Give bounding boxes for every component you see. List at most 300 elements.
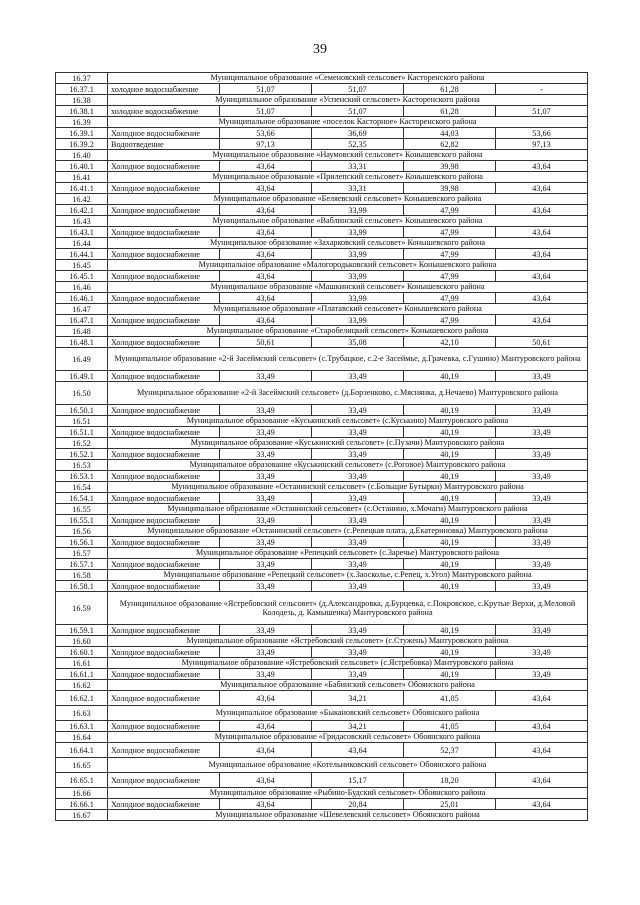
tariff-value-2: 36,69	[312, 128, 404, 139]
row-code: 16.66	[56, 788, 108, 799]
tariff-row	[56, 515, 588, 526]
municipality-header-row	[56, 260, 588, 271]
tariff-table-body	[56, 73, 588, 821]
tariff-value-3: 47,99	[404, 293, 496, 304]
tariff-row	[56, 337, 588, 348]
row-code: 16.38	[56, 95, 108, 106]
row-code: 16.61.1	[56, 669, 108, 680]
tariff-value-4: 43,64	[496, 249, 588, 260]
municipality-header-row	[56, 680, 588, 691]
service-name: Холодное водоснабжение	[108, 721, 220, 732]
municipality-name: Муниципальное образование «2-й Засеймский сельсовет» (с.Трубацкое, с.2-е Засеймье, д.Грачевка, с.Гушино) Мантуровского района	[108, 348, 588, 371]
tariff-value-4: 33,49	[496, 647, 588, 658]
tariff-value-1: 33,49	[220, 515, 312, 526]
tariff-value-4: 43,64	[496, 773, 588, 788]
municipality-header-row	[56, 592, 588, 625]
tariff-row	[56, 371, 588, 382]
tariff-value-4: 43,64	[496, 293, 588, 304]
municipality-header-row	[56, 117, 588, 128]
row-code: 16.66.1	[56, 799, 108, 810]
tariff-value-3: 40,19	[404, 515, 496, 526]
service-name: Холодное водоснабжение	[108, 315, 220, 326]
service-name: Холодное водоснабжение	[108, 691, 220, 706]
tariff-value-2: 33,49	[312, 625, 404, 636]
tariff-value-4: 33,49	[496, 559, 588, 570]
municipality-header-row	[56, 194, 588, 205]
tariff-value-1: 43,64	[220, 315, 312, 326]
tariff-value-3: 62,82	[404, 139, 496, 150]
tariff-value-1: 51,07	[220, 106, 312, 117]
tariff-row	[56, 721, 588, 732]
tariff-value-4: 43,64	[496, 799, 588, 810]
tariff-value-4: 33,49	[496, 537, 588, 548]
municipality-header-row	[56, 438, 588, 449]
service-name: Холодное водоснабжение	[108, 249, 220, 260]
tariff-value-3: 40,19	[404, 449, 496, 460]
tariff-value-3: 40,19	[404, 559, 496, 570]
tariff-value-4: 51,07	[496, 106, 588, 117]
municipality-name: Муниципальное образование «Куськинский сельсовет» (с.Пузачи) Мантуровского района	[108, 438, 588, 449]
municipality-header-row	[56, 570, 588, 581]
tariff-value-2: 33,49	[312, 669, 404, 680]
tariff-value-2: 33,49	[312, 449, 404, 460]
tariff-row	[56, 799, 588, 810]
tariff-value-4: 43,64	[496, 205, 588, 216]
row-code: 16.47	[56, 304, 108, 315]
tariff-value-4: 43,64	[496, 161, 588, 172]
row-code: 16.54.1	[56, 493, 108, 504]
tariff-value-4: 43,64	[496, 721, 588, 732]
tariff-value-4: 33,49	[496, 405, 588, 416]
row-code: 16.51	[56, 416, 108, 427]
tariff-row	[56, 493, 588, 504]
row-code: 16.37	[56, 73, 108, 84]
tariff-value-3: 18,20	[404, 773, 496, 788]
tariff-value-4: 33,49	[496, 669, 588, 680]
row-code: 16.42	[56, 194, 108, 205]
service-name: Холодное водоснабжение	[108, 471, 220, 482]
tariff-row	[56, 271, 588, 282]
tariff-value-1: 97,13	[220, 139, 312, 150]
row-code: 16.63.1	[56, 721, 108, 732]
row-code: 16.56.1	[56, 537, 108, 548]
row-code: 16.44	[56, 238, 108, 249]
tariff-value-1: 43,64	[220, 161, 312, 172]
tariff-value-2: 35,08	[312, 337, 404, 348]
tariff-value-2: 33,49	[312, 405, 404, 416]
municipality-name: Муниципальное образование «Ястребовский сельсовет» (д.Александровка, д.Бурцевка, с.Покровское, с.Крутые Верхи, д.Меловой Колодезь, д. Камышенка) Мантуровского района	[108, 592, 588, 625]
row-code: 16.41.1	[56, 183, 108, 194]
municipality-name: Муниципальное образование «Рыбино-Будский сельсовет» Обоянского района	[108, 788, 588, 799]
row-code: 16.58	[56, 570, 108, 581]
municipality-name: Муниципальное образование «Гридасовский сельсовет» Обоянского района	[108, 732, 588, 743]
tariff-value-3: 44,03	[404, 128, 496, 139]
municipality-header-row	[56, 348, 588, 371]
municipality-header-row	[56, 282, 588, 293]
tariff-row	[56, 84, 588, 95]
tariff-value-3: 40,19	[404, 581, 496, 592]
row-code: 16.62.1	[56, 691, 108, 706]
tariff-value-1: 33,49	[220, 449, 312, 460]
row-code: 16.57.1	[56, 559, 108, 570]
municipality-header-row	[56, 658, 588, 669]
page-number: 39	[313, 42, 327, 57]
tariff-row	[56, 449, 588, 460]
service-name: Холодное водоснабжение	[108, 271, 220, 282]
row-code: 16.57	[56, 548, 108, 559]
row-code: 16.40.1	[56, 161, 108, 172]
row-code: 16.43.1	[56, 227, 108, 238]
tariff-value-3: 47,99	[404, 315, 496, 326]
tariff-row	[56, 743, 588, 758]
tariff-row	[56, 249, 588, 260]
municipality-header-row	[56, 172, 588, 183]
tariff-row	[56, 405, 588, 416]
municipality-header-row	[56, 238, 588, 249]
tariff-value-1: 43,64	[220, 293, 312, 304]
tariff-value-1: 53,66	[220, 128, 312, 139]
tariff-row	[56, 647, 588, 658]
tariff-row	[56, 773, 588, 788]
tariff-value-2: 33,49	[312, 371, 404, 382]
municipality-name: Муниципальное образование «Куськинский сельсовет» (с.Роговое) Мантуровского района	[108, 460, 588, 471]
service-name: Холодное водоснабжение	[108, 227, 220, 238]
service-name: Холодное водоснабжение	[108, 337, 220, 348]
row-code: 16.53	[56, 460, 108, 471]
municipality-header-row	[56, 460, 588, 471]
tariff-row	[56, 669, 588, 680]
row-code: 16.59.1	[56, 625, 108, 636]
tariff-value-2: 33,49	[312, 493, 404, 504]
service-name: Холодное водоснабжение	[108, 559, 220, 570]
tariff-value-2: 33,99	[312, 293, 404, 304]
tariff-value-3: 40,19	[404, 647, 496, 658]
tariff-value-1: 43,64	[220, 227, 312, 238]
tariff-value-4: 43,64	[496, 691, 588, 706]
tariff-value-1: 43,64	[220, 743, 312, 758]
tariff-value-4: 43,64	[496, 183, 588, 194]
row-code: 16.55	[56, 504, 108, 515]
row-code: 16.60.1	[56, 647, 108, 658]
tariff-value-3: 39,98	[404, 183, 496, 194]
tariff-value-2: 51,07	[312, 106, 404, 117]
tariff-value-3: 61,28	[404, 106, 496, 117]
tariff-value-3: 47,99	[404, 227, 496, 238]
municipality-name: Муниципальное образование «Успенский сельсовет» Касторенского района	[108, 95, 588, 106]
tariff-value-1: 43,64	[220, 721, 312, 732]
row-code: 16.62	[56, 680, 108, 691]
row-code: 16.37.1	[56, 84, 108, 95]
row-code: 16.65.1	[56, 773, 108, 788]
tariff-value-1: 33,49	[220, 581, 312, 592]
municipality-name: Муниципальное образование «Бабинский сельсовет» Обоянского района	[108, 680, 588, 691]
tariff-row	[56, 183, 588, 194]
row-code: 16.44.1	[56, 249, 108, 260]
tariff-value-4: 43,64	[496, 227, 588, 238]
municipality-name: Муниципальное образование «Наумовский сельсовет» Конышевского района	[108, 150, 588, 161]
municipality-name: Муниципальное образование «Котельниковский сельсовет» Обоянского района	[108, 758, 588, 773]
service-name: Холодное водоснабжение	[108, 669, 220, 680]
tariff-value-3: 47,99	[404, 205, 496, 216]
tariff-value-4: 97,13	[496, 139, 588, 150]
tariff-value-4: 33,49	[496, 625, 588, 636]
tariff-value-2: 33,99	[312, 249, 404, 260]
service-name: Холодное водоснабжение	[108, 449, 220, 460]
service-name: Холодное водоснабжение	[108, 371, 220, 382]
row-code: 16.53.1	[56, 471, 108, 482]
row-code: 16.45	[56, 260, 108, 271]
tariff-row	[56, 139, 588, 150]
tariff-value-1: 33,49	[220, 493, 312, 504]
tariff-value-3: 40,19	[404, 371, 496, 382]
row-code: 16.67	[56, 810, 108, 821]
row-code: 16.45.1	[56, 271, 108, 282]
tariff-row	[56, 691, 588, 706]
service-name: Холодное водоснабжение	[108, 537, 220, 548]
tariff-value-1: 43,64	[220, 205, 312, 216]
row-code: 16.56	[56, 526, 108, 537]
tariff-value-3: 52,37	[404, 743, 496, 758]
tariff-value-2: 33,31	[312, 183, 404, 194]
tariff-value-2: 34,21	[312, 691, 404, 706]
tariff-value-3: 40,19	[404, 471, 496, 482]
tariff-value-3: 47,99	[404, 249, 496, 260]
tariff-value-2: 15,17	[312, 773, 404, 788]
municipality-name: Муниципальное образование «Ваблинский сельсовет» Конышевского района	[108, 216, 588, 227]
tariff-value-4: 43,64	[496, 743, 588, 758]
municipality-name: Муниципальное образование «Останинский сельсовет» (с.Репецкая плата, д.Екатериновка) Мантуровского района	[108, 526, 588, 537]
tariff-value-4: 53,66	[496, 128, 588, 139]
tariff-value-4: 33,49	[496, 427, 588, 438]
tariff-value-4: 33,49	[496, 371, 588, 382]
municipality-name: Муниципальное образование «Куськинский сельсовет» (с.Куськино) Мантуровского района	[108, 416, 588, 427]
municipality-header-row	[56, 732, 588, 743]
tariff-value-3: 40,19	[404, 537, 496, 548]
row-code: 16.51.1	[56, 427, 108, 438]
tariff-value-1: 33,49	[220, 471, 312, 482]
tariff-value-2: 52,35	[312, 139, 404, 150]
tariff-row	[56, 471, 588, 482]
tariff-value-4: 33,49	[496, 581, 588, 592]
service-name: Холодное водоснабжение	[108, 625, 220, 636]
municipality-name: Муниципальное образование «Семеновский сельсовет» Касторенского района	[108, 73, 588, 84]
municipality-name: Муниципальное образование «Репецкий сельсовет» (с.Заречье) Мантуровского района	[108, 548, 588, 559]
row-code: 16.39.1	[56, 128, 108, 139]
tariff-value-1: 33,49	[220, 427, 312, 438]
tariff-value-2: 33,99	[312, 227, 404, 238]
tariff-value-1: 43,64	[220, 799, 312, 810]
municipality-name: Муниципальное образование «Прилепский сельсовет» Конышевского района	[108, 172, 588, 183]
tariff-value-1: 33,49	[220, 371, 312, 382]
tariff-value-4: 50,61	[496, 337, 588, 348]
tariff-value-1: 43,64	[220, 249, 312, 260]
row-code: 16.47.1	[56, 315, 108, 326]
tariff-value-3: 39,98	[404, 161, 496, 172]
municipality-header-row	[56, 788, 588, 799]
service-name: Холодное водоснабжение	[108, 515, 220, 526]
tariff-table	[55, 72, 588, 821]
tariff-value-4: 33,49	[496, 515, 588, 526]
tariff-value-2: 20,84	[312, 799, 404, 810]
tariff-value-2: 33,99	[312, 205, 404, 216]
row-code: 16.48.1	[56, 337, 108, 348]
service-name: Холодное водоснабжение	[108, 293, 220, 304]
row-code: 16.46	[56, 282, 108, 293]
service-name: Холодное водоснабжение	[108, 427, 220, 438]
municipality-name: Муниципальное образование «Репецкий сельсовет» (х.Заосколье, с.Репец, х.Угол) Мантуровского района	[108, 570, 588, 581]
tariff-value-3: 41,05	[404, 721, 496, 732]
row-code: 16.63	[56, 706, 108, 721]
service-name: Холодное водоснабжение	[108, 493, 220, 504]
municipality-name: Муниципальное образование «Беляевский сельсовет» Конышевского района	[108, 194, 588, 205]
row-code: 16.50.1	[56, 405, 108, 416]
row-code: 16.60	[56, 636, 108, 647]
service-name: Холодное водоснабжение	[108, 773, 220, 788]
row-code: 16.49	[56, 348, 108, 371]
row-code: 16.39	[56, 117, 108, 128]
tariff-value-2: 51,07	[312, 84, 404, 95]
tariff-value-2: 33,99	[312, 271, 404, 282]
tariff-value-3: 41,05	[404, 691, 496, 706]
municipality-name: Муниципальное образование «Ястребовский сельсовет» (с.Ястребовка) Мантуровского района	[108, 658, 588, 669]
tariff-value-2: 33,49	[312, 515, 404, 526]
tariff-value-4: 33,49	[496, 493, 588, 504]
municipality-header-row	[56, 636, 588, 647]
municipality-name: Муниципальное образование «Машкинский сельсовет» Конышевского района	[108, 282, 588, 293]
row-code: 16.50	[56, 382, 108, 405]
tariff-value-1: 33,49	[220, 537, 312, 548]
service-name: Холодное водоснабжение	[108, 183, 220, 194]
service-name: Холодное водоснабжение	[108, 405, 220, 416]
tariff-row	[56, 537, 588, 548]
municipality-header-row	[56, 326, 588, 337]
row-code: 16.64.1	[56, 743, 108, 758]
tariff-value-2: 34,21	[312, 721, 404, 732]
row-code: 16.40	[56, 150, 108, 161]
municipality-header-row	[56, 482, 588, 493]
municipality-header-row	[56, 416, 588, 427]
tariff-value-3: 40,19	[404, 493, 496, 504]
tariff-row	[56, 128, 588, 139]
row-code: 16.61	[56, 658, 108, 669]
tariff-row	[56, 427, 588, 438]
row-code: 16.52.1	[56, 449, 108, 460]
tariff-value-3: 40,19	[404, 625, 496, 636]
row-code: 16.43	[56, 216, 108, 227]
municipality-header-row	[56, 216, 588, 227]
tariff-row	[56, 559, 588, 570]
service-name: Холодное водоснабжение	[108, 743, 220, 758]
municipality-header-row	[56, 304, 588, 315]
municipality-name: Муниципальное образование «Останинский сельсовет» (с.Останино, х.Мочаги) Мантуровского района	[108, 504, 588, 515]
tariff-value-4: 43,64	[496, 271, 588, 282]
tariff-value-2: 33,31	[312, 161, 404, 172]
municipality-header-row	[56, 526, 588, 537]
tariff-value-2: 33,99	[312, 315, 404, 326]
service-name: Холодное водоснабжение	[108, 581, 220, 592]
municipality-name: Муниципальное образование «Быкановский сельсовет» Обоянского района	[108, 706, 588, 721]
tariff-value-1: 33,49	[220, 405, 312, 416]
municipality-name: Муниципальное образование «Ястребовский сельсовет» (с.Стужень) Мантуровского района	[108, 636, 588, 647]
tariff-value-3: 40,19	[404, 427, 496, 438]
row-code: 16.54	[56, 482, 108, 493]
tariff-value-1: 43,64	[220, 691, 312, 706]
row-code: 16.38.1	[56, 106, 108, 117]
tariff-row	[56, 315, 588, 326]
tariff-value-1: 33,49	[220, 625, 312, 636]
tariff-value-1: 43,64	[220, 271, 312, 282]
tariff-value-3: 40,19	[404, 405, 496, 416]
tariff-value-1: 33,49	[220, 559, 312, 570]
municipality-header-row	[56, 382, 588, 405]
tariff-value-2: 43,64	[312, 743, 404, 758]
row-code: 16.58.1	[56, 581, 108, 592]
service-name: Холодное водоснабжение	[108, 647, 220, 658]
row-code: 16.52	[56, 438, 108, 449]
tariff-value-4: 43,64	[496, 315, 588, 326]
tariff-value-1: 33,49	[220, 669, 312, 680]
tariff-row	[56, 581, 588, 592]
row-code: 16.49.1	[56, 371, 108, 382]
row-code: 16.48	[56, 326, 108, 337]
tariff-value-3: 61,28	[404, 84, 496, 95]
row-code: 16.42.1	[56, 205, 108, 216]
municipality-header-row	[56, 758, 588, 773]
tariff-value-1: 50,61	[220, 337, 312, 348]
municipality-header-row	[56, 548, 588, 559]
service-name: Водоотведение	[108, 139, 220, 150]
service-name: Холодное водоснабжение	[108, 205, 220, 216]
service-name: Холодное водоснабжение	[108, 128, 220, 139]
tariff-row	[56, 205, 588, 216]
row-code: 16.39.2	[56, 139, 108, 150]
tariff-row	[56, 161, 588, 172]
tariff-value-2: 33,49	[312, 471, 404, 482]
tariff-row	[56, 106, 588, 117]
tariff-row	[56, 293, 588, 304]
tariff-value-3: 25,01	[404, 799, 496, 810]
tariff-value-2: 33,49	[312, 537, 404, 548]
row-code: 16.41	[56, 172, 108, 183]
tariff-value-2: 33,49	[312, 647, 404, 658]
service-name: холодное водоснабжение	[108, 106, 220, 117]
tariff-value-3: 47,99	[404, 271, 496, 282]
row-code: 16.65	[56, 758, 108, 773]
row-code: 16.46.1	[56, 293, 108, 304]
municipality-header-row	[56, 706, 588, 721]
tariff-row	[56, 625, 588, 636]
row-code: 16.55.1	[56, 515, 108, 526]
tariff-value-3: 40,19	[404, 669, 496, 680]
tariff-value-4: 33,49	[496, 471, 588, 482]
tariff-value-3: 42,10	[404, 337, 496, 348]
municipality-name: Муниципальное образование «2-й Засеймский сельсовет» (д.Борзенково, с.Мяснянка, д.Нечаево) Мантуровского района	[108, 382, 588, 405]
municipality-name: Муниципальное образование «Малогородьковский сельсовет» Конышевского района	[108, 260, 588, 271]
tariff-value-4: -	[496, 84, 588, 95]
tariff-value-1: 33,49	[220, 647, 312, 658]
municipality-name: Муниципальное образование «Платавский сельсовет» Конышевского района	[108, 304, 588, 315]
municipality-header-row	[56, 73, 588, 84]
service-name: Холодное водоснабжение	[108, 799, 220, 810]
municipality-name: Муниципальное образование «Старобелицкий сельсовет» Конышевского района	[108, 326, 588, 337]
tariff-value-2: 33,49	[312, 581, 404, 592]
row-code: 16.59	[56, 592, 108, 625]
municipality-name: Муниципальное образование «поселок Касторное» Касторенского района	[108, 117, 588, 128]
tariff-row	[56, 227, 588, 238]
tariff-value-1: 43,64	[220, 773, 312, 788]
municipality-header-row	[56, 95, 588, 106]
row-code: 16.64	[56, 732, 108, 743]
